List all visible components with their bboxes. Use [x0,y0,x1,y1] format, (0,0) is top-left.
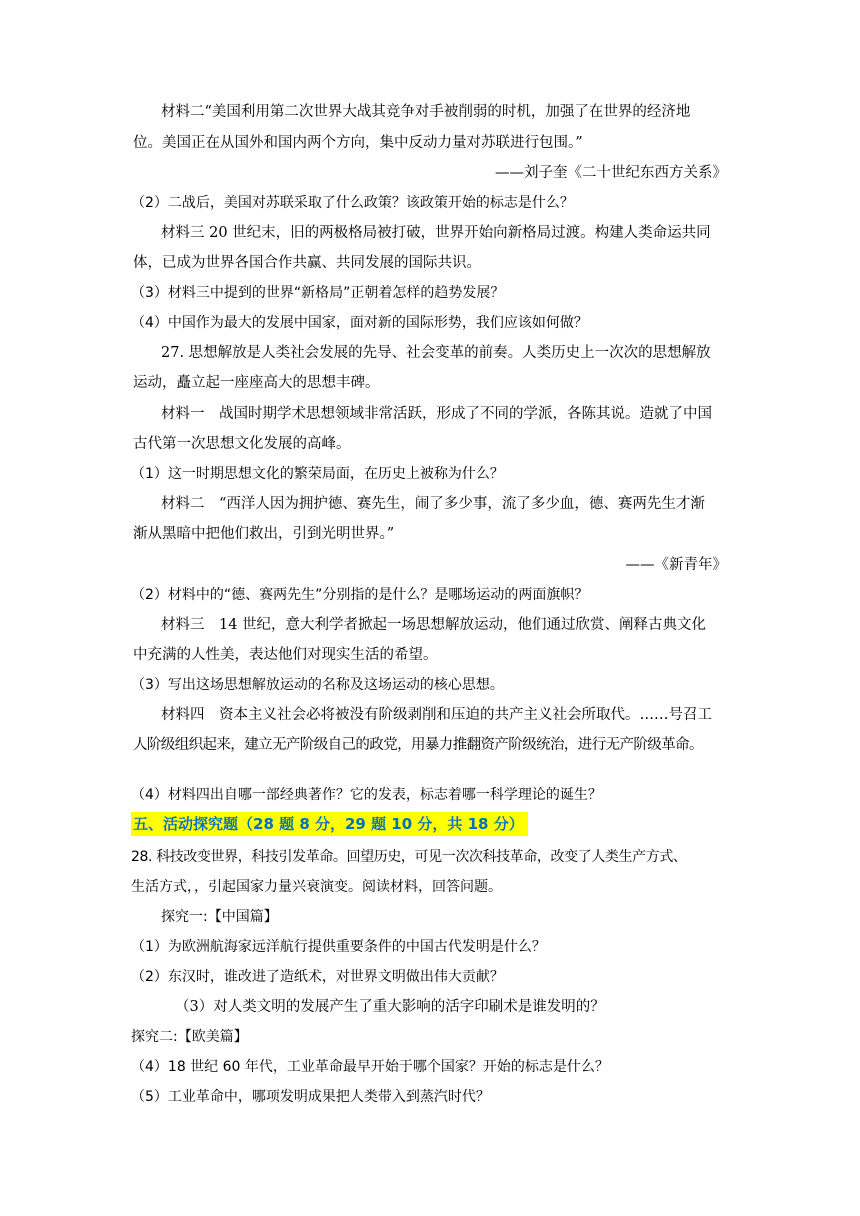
q27-material-4-line-1: 材料四 资本主义社会必将被没有阶级剥削和压迫的共产主义社会所取代。……号召工 [161,707,712,723]
q27-material-3-line-2: 中充满的人性美，表达他们对现实生活的希望。 [133,647,438,663]
question-26-3: （3）材料三中提到的世界“新格局”正朝着怎样的趋势发展？ [131,285,505,301]
question-27-1: （1）这一时期思想文化的繁荣局面，在历史上被称为什么？ [131,466,504,482]
q27-material-1-line-1: 材料一 战国时期学术思想领域非常活跃，形成了不同的学派，各陈其说。造就了中国 [161,406,712,422]
q27-material-2-line-1: 材料二 “西洋人因为拥护德、赛先生，闹了多少事，流了多少血，德、赛两先生才渐 [161,496,705,512]
question-27-2: （2）材料中的“德、赛两先生”分别指的是什么？是哪场运动的两面旗帜？ [131,587,589,603]
question-28-4: （4）18 世纪 60 年代，工业革命最早开始于哪个国家？开始的标志是什么？ [131,1059,609,1075]
question-28-5: （5）工业革命中，哪项发明成果把人类带入到蒸汽时代？ [131,1089,490,1105]
q27-material-2-source: ——《新青年》 [625,557,727,573]
q27-material-3-line-1: 材料三 14 世纪，意大利学者掀起一场思想解放运动，他们通过欣赏、阐释古典文化 [161,617,707,633]
material-2-line-1: 材料二“美国利用第二次世界大战其竞争对手被削弱的时机，加强了在世界的经济地 [161,104,691,120]
material-2-source: ——刘子奎《二十世纪东西方关系》 [495,165,727,181]
question-27-stem-line-1: 27. 思想解放是人类社会发展的先导、社会变革的前奏。人类历史上一次次的思想解放 [161,345,711,361]
section-heading: 五、活动探究题（28 题 8 分，29 题 10 分，共 18 分） [131,812,528,836]
question-26-4: （4）中国作为最大的发展中国家，面对新的国际形势，我们应该如何做？ [131,315,588,331]
question-26-2: （2）二战后，美国对苏联采取了什么政策？该政策开始的标志是什么？ [131,195,574,211]
q27-material-2-line-2: 渐从黑暗中把他们救出，引到光明世界。” [133,526,395,542]
question-27-3: （3）写出这场思想解放运动的名称及这场运动的核心思想。 [131,677,504,693]
material-3-line-1: 材料三 20 世纪末，旧的两极格局被打破，世界开始向新格局过渡。构建人类命运共同 [161,225,711,241]
q27-material-4-line-2: 人阶级组织起来，建立无产阶级自己的政党，用暴力推翻资产阶级统治，进行无产阶级革命。 [133,737,703,753]
q27-material-1-line-2: 古代第一次思想文化发展的高峰。 [133,436,351,452]
question-28-1: （1）为欧洲航海家远洋航行提供重要条件的中国古代发明是什么？ [131,939,546,955]
question-28-2: （2）东汉时，谁改进了造纸术，对世界文明做出伟大贡献？ [131,969,504,985]
material-3-line-2: 体，已成为世界各国合作共赢、共同发展的国际共识。 [133,255,481,271]
question-28-stem-line-1: 28. 科技改变世界，科技引发革命。回望历史，可见一次次科技革命，改变了人类生产方式、 [131,849,687,865]
material-2-line-2: 位。美国正在从国外和国内两个方向，集中反动力量对苏联进行包围。” [133,135,583,151]
question-28-stem-line-2: 生活方式，，引起国家力量兴衰演变。阅读材料，回答问题。 [131,879,502,895]
explore-2-title: 探究二:【欧美篇】 [131,1029,248,1045]
explore-1-title: 探究一:【中国篇】 [161,909,278,925]
question-28-3: （3）对人类文明的发展产生了重大影响的活字印刷术是谁发明的？ [175,999,605,1015]
question-27-stem-line-2: 运动，矗立起一座座高大的思想丰碑。 [133,375,380,391]
question-27-4: （4）材料四出自哪一部经典著作？它的发表，标志着哪一科学理论的诞生？ [131,787,602,803]
